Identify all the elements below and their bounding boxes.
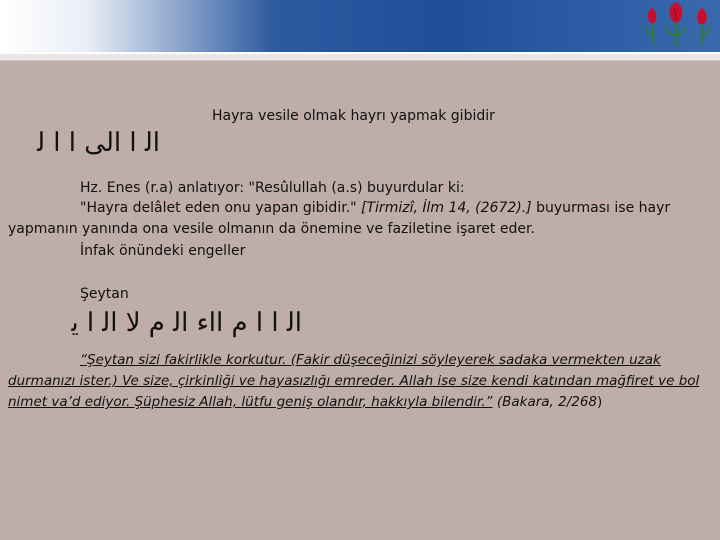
hadith-intro: Hz. Enes (r.a) anlatıyor: "Resûlullah (a.s) buyurdular ki: bbox=[80, 180, 465, 196]
header-divider-line bbox=[0, 60, 720, 61]
tulip-center-icon bbox=[666, 2, 686, 46]
verse-translation bbox=[8, 350, 716, 413]
tulip-right-icon bbox=[697, 8, 710, 44]
hadith-paragraph bbox=[8, 198, 714, 240]
subheading: İnfak önündeki engeller bbox=[80, 243, 246, 259]
tulip-logo-icon bbox=[636, 0, 720, 52]
section-label: Şeytan bbox=[80, 286, 129, 302]
slide-title: Hayra vesile olmak hayrı yapmak gibidir bbox=[212, 108, 495, 124]
header-bar bbox=[0, 0, 720, 52]
hadith-rest: buyurması ise hayr yapmanın yanında ona vesile olmanın da önemine ve faziletine işaret eder. bbox=[8, 200, 671, 237]
hadith-source: [Tirmizî, İlm 14, (2672).] bbox=[361, 200, 532, 216]
verse-source-close: ) bbox=[597, 394, 603, 410]
verse-translation-text: “Şeytan sizi fakirlikle korkutur. (Fakir düşeceğinizi söyleyerek sadaka vermekten uzak durmanızı ister.) Ve size, çirkinliği ve hayasızlığı emreder. Allah ise size kendi katından mağfiret ve bol nimet va’d ediyor. Şüphesiz Allah, lütfu geniş olandır, hakkıyla bilendir.” bbox=[8, 352, 700, 410]
arabic-verse-1: ﺍﻟ ﺍ ﺍﻟﻰ ﺍ ﺍ ﻟ bbox=[37, 128, 160, 158]
verse-source: (Bakara, 2/268 bbox=[492, 394, 598, 410]
hadith-quote: "Hayra delâlet eden onu yapan gibidir." bbox=[80, 200, 362, 216]
tulip-left-icon bbox=[645, 8, 656, 44]
arabic-verse-2: ﺍﻟ ﺍ ﺍ ﻡ ﺍﺍﺀ ﺍﻟ ﻡ ﻻ ﺍﻟ ﺍ ﻳ bbox=[71, 308, 302, 338]
